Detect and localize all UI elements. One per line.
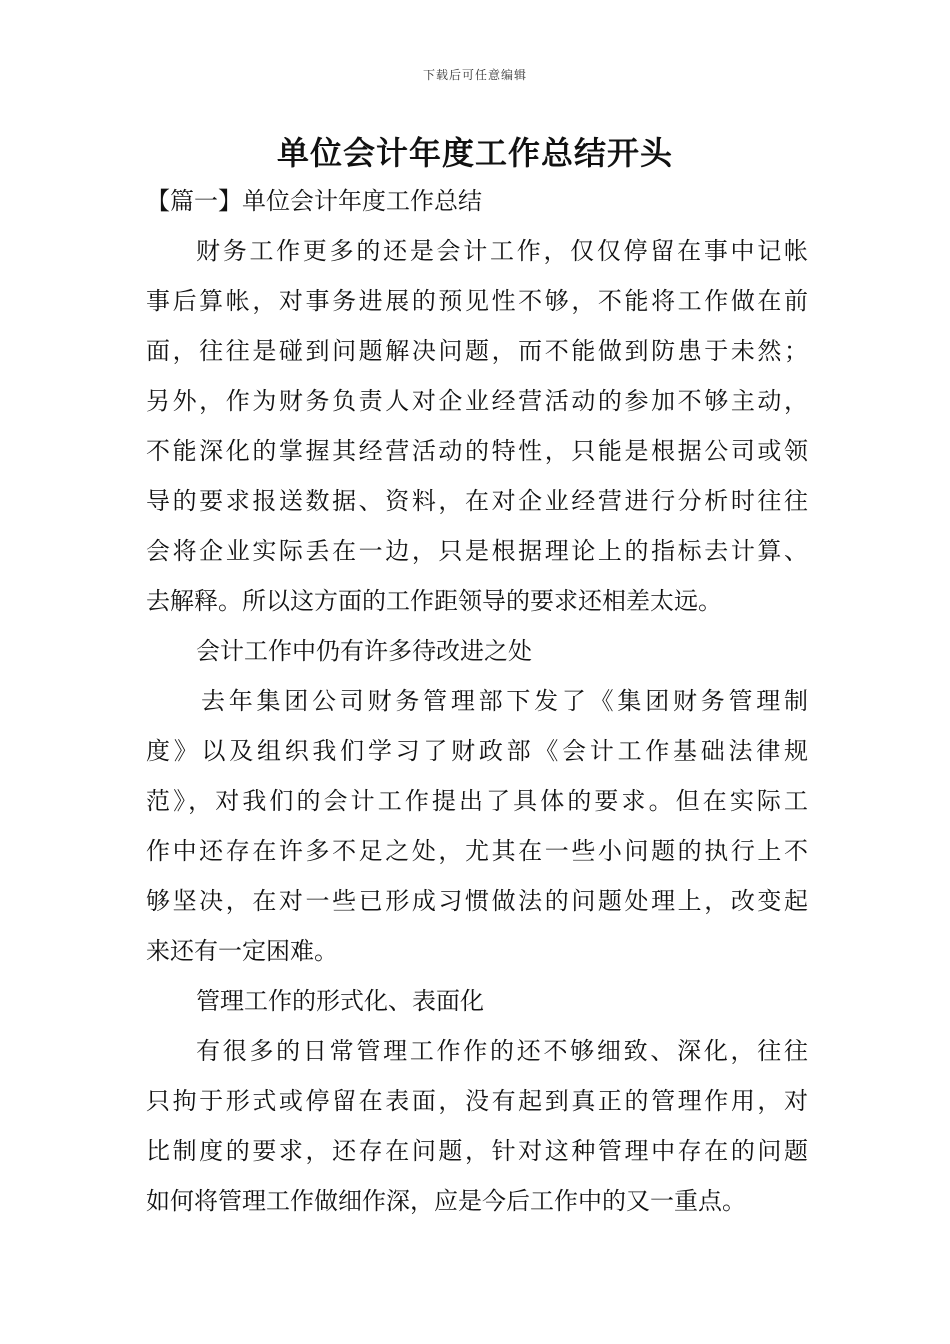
paragraph-line: 比制度的要求，还存在问题，针对这种管理中存在的问题	[146, 1137, 808, 1165]
paragraph-line: 去年集团公司财务管理部下发了《集团财务管理制	[201, 687, 808, 715]
paragraph-line: 不能深化的掌握其经营活动的特性，只能是根据公司或领	[146, 437, 808, 465]
document-body	[146, 176, 808, 1226]
paragraph-line: 另外，作为财务负责人对企业经营活动的参加不够主动，	[146, 387, 808, 415]
paragraph-line: 事后算帐，对事务进展的预见性不够，不能将工作做在前	[146, 287, 808, 315]
paragraph-line: 如何将管理工作做细作深，应是今后工作中的又一重点。	[146, 1187, 746, 1215]
paragraph-line: 作中还存在许多不足之处，尤其在一些小问题的执行上不	[146, 837, 808, 865]
paragraph-line: 够坚决，在对一些已形成习惯做法的问题处理上，改变起	[146, 887, 808, 915]
section-heading: 【篇一】单位会计年度工作总结	[146, 187, 482, 215]
paragraph-line: 范》，对我们的会计工作提出了具体的要求。但在实际工	[146, 787, 808, 815]
paragraph-line: 面，往往是碰到问题解决问题，而不能做到防患于未然；	[146, 337, 808, 365]
paragraph-line: 财务工作更多的还是会计工作，仅仅停留在事中记帐	[196, 237, 808, 265]
paragraph-line: 导的要求报送数据、资料，在对企业经营进行分析时往往	[146, 487, 808, 515]
document-title: 单位会计年度工作总结开头	[276, 134, 673, 172]
paragraph-line: 度》以及组织我们学习了财政部《会计工作基础法律规	[146, 737, 808, 765]
paragraph-line: 有很多的日常管理工作作的还不够细致、深化，往往	[196, 1037, 808, 1065]
header-note: 下载后可任意编辑	[422, 68, 527, 82]
paragraph-line: 去解释。所以这方面的工作距领导的要求还相差太远。	[146, 587, 722, 615]
paragraph-line: 只拘于形式或停留在表面，没有起到真正的管理作用，对	[146, 1087, 808, 1115]
subheading: 管理工作的形式化、表面化	[196, 987, 484, 1015]
paragraph-line: 来还有一定困难。	[146, 937, 338, 965]
paragraph-line: 会将企业实际丢在一边，只是根据理论上的指标去计算、	[146, 537, 808, 565]
subheading: 会计工作中仍有许多待改进之处	[196, 637, 532, 665]
